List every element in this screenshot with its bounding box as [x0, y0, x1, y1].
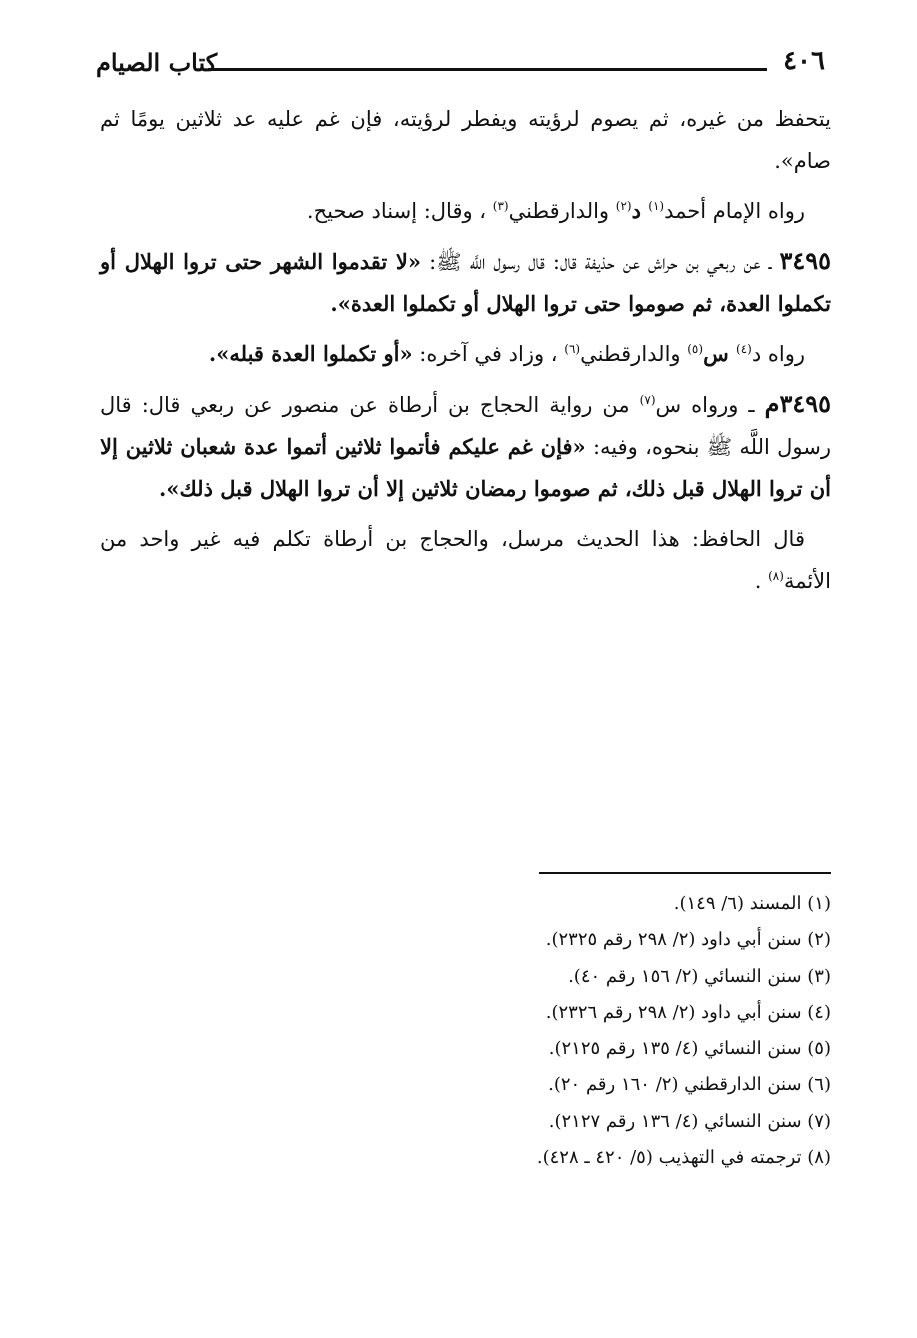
- citation-text: والدارقطني: [508, 199, 616, 223]
- footnote-ref[interactable]: (٣): [492, 199, 509, 213]
- footnote-ref[interactable]: (٨): [768, 569, 784, 583]
- footnotes: [300, 886, 831, 1176]
- paragraph-hafiz-comment: [100, 518, 831, 602]
- paragraph-text: يتحفظ من غيره، ثم يصوم لرؤيته ويفطر لرؤيته، فإن غم عليه عد ثلاثين يومًا ثم صام».: [100, 107, 831, 173]
- citation-text: س: [703, 341, 737, 366]
- footnote-item: (٢) سنن أبي داود (٢/ ٢٩٨ رقم ٢٣٢٥).: [545, 929, 831, 951]
- footnote-item: (٤) سنن أبي داود (٢/ ٢٩٨ رقم ٢٣٢٦).: [545, 1001, 831, 1023]
- hadith-isnad: ـ ورواه س: [655, 393, 765, 417]
- citation-text: رواه الإمام أحمد: [664, 199, 805, 223]
- hadith-3495m: [100, 383, 831, 510]
- footnote-ref[interactable]: (٤): [736, 342, 752, 356]
- comment-text: قال الحافظ: هذا الحديث مرسل، والحجاج بن أرطاة تكلم فيه غير واحد من الأئمة: [100, 527, 831, 593]
- paragraph-citation: [100, 190, 831, 232]
- footnote-ref[interactable]: (٥): [687, 342, 704, 356]
- footnote-item: (٣) سنن النسائي (٢/ ١٥٦ رقم ٤٠).: [568, 965, 831, 987]
- hadith-3495: [100, 240, 831, 325]
- book-title: كتاب الصيام: [96, 48, 218, 77]
- citation-text: والدارقطني: [580, 342, 688, 366]
- citation-text: د: [631, 198, 649, 223]
- hadith-isnad: ـ عن ربعي بن حراش عن حذيفة قال: قال رسول اللَّه ﷺ:: [421, 250, 780, 274]
- main-text: [100, 98, 831, 610]
- footnote-ref[interactable]: (٢): [615, 199, 632, 213]
- hadith-isnad: من رواية الحجاج بن أرطاة عن منصور عن ربعي قال: قال رسول اللَّه ﷺ بنحوه، وفيه:: [100, 393, 832, 459]
- citation-text: ، وزاد في آخره:: [412, 342, 565, 366]
- footnote-item: (١) المسند (٦/ ١٤٩).: [673, 893, 831, 914]
- footnote-ref[interactable]: (٧): [639, 393, 656, 407]
- paragraph-continuation: [100, 98, 831, 182]
- comment-text: .: [754, 569, 769, 593]
- footnote-item: (٧) سنن النسائي (٤/ ١٣٦ رقم ٢١٢٧).: [548, 1110, 831, 1132]
- page-header: [96, 46, 825, 86]
- footnote-separator: [539, 872, 831, 874]
- footnote-item: (٥) سنن النسائي (٤/ ١٣٥ رقم ٢١٢٥).: [548, 1038, 831, 1060]
- page-number: ٤٠٦: [783, 46, 825, 76]
- hadith-matn: «فإن غم عليكم فأتموا ثلاثين أتموا عدة شعبان ثلاثين إلا أن تروا الهلال قبل ذلك، ثم صوموا رمضان ثلاثين إلا أن تروا الهلال قبل ذلك».: [100, 434, 831, 501]
- hadith-number: ٣٤٩٥م: [764, 389, 831, 418]
- footnote-item: (٦) سنن الدارقطني (٢/ ١٦٠ رقم ٢٠).: [548, 1074, 831, 1096]
- footnote-ref[interactable]: (١): [648, 199, 665, 213]
- hadith-number: ٣٤٩٥: [779, 246, 832, 275]
- citation-text: ، وقال: إسناد صحيح.: [306, 199, 493, 223]
- footnote-ref[interactable]: (٦): [564, 342, 581, 356]
- header-rule: [208, 68, 767, 71]
- footnote-item: (٨) ترجمته في التهذيب (٥/ ٤٢٠ ـ ٤٢٨).: [536, 1147, 831, 1169]
- citation-addition: «أو تكملوا العدة قبله».: [208, 341, 413, 366]
- paragraph-citation: [100, 333, 831, 375]
- citation-text: رواه د: [751, 342, 805, 366]
- hadith-matn: «لا تقدموا الشهر حتى تروا الهلال أو تكملوا العدة، ثم صوموا حتى تروا الهلال أو تكملوا العدة».: [100, 249, 831, 316]
